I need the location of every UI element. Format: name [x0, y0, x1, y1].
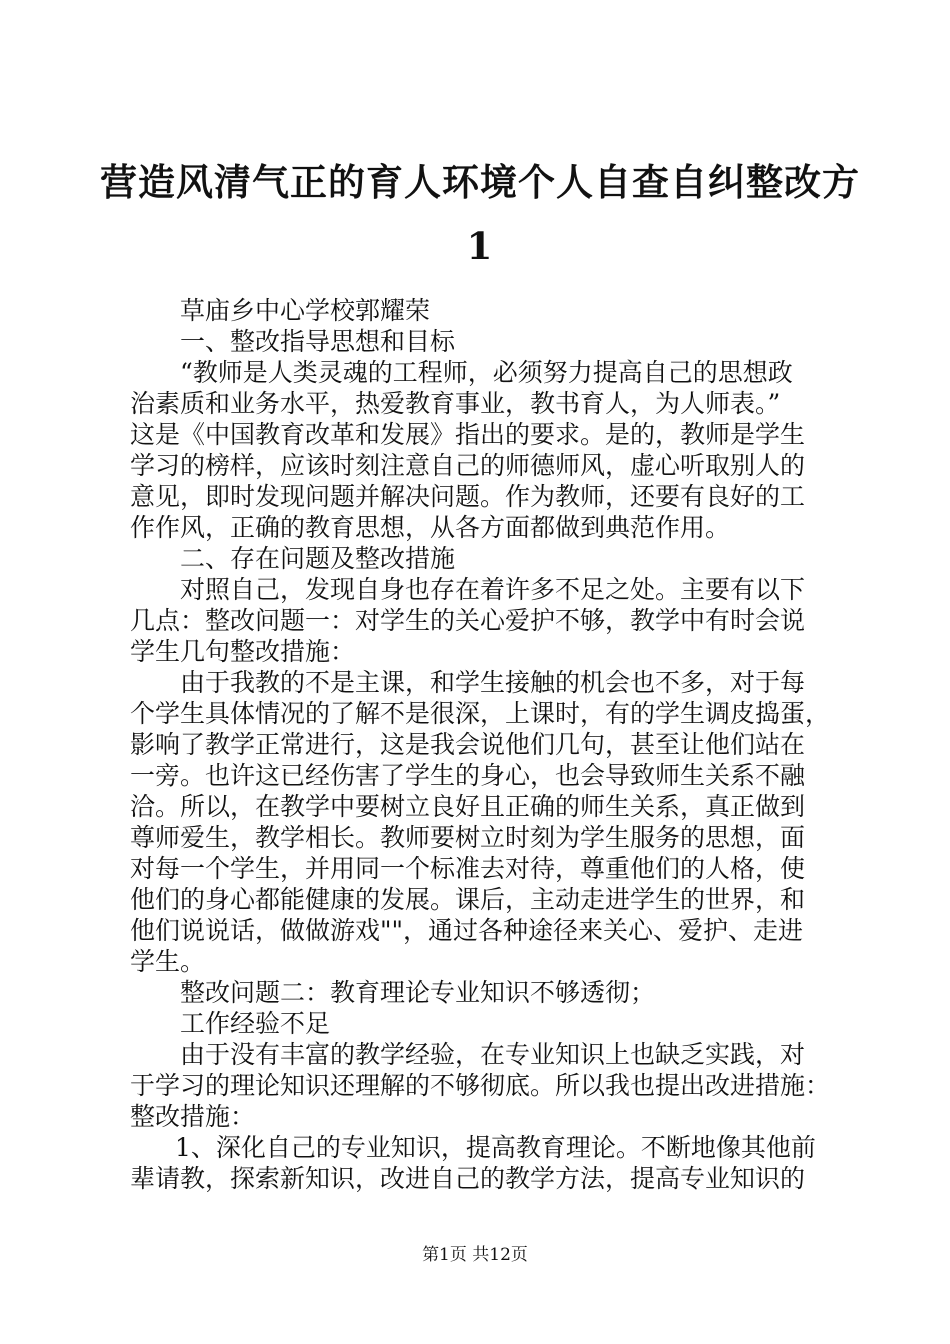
document-title-line1: 营造风清气正的育人环境个人自查自纠整改方 [100, 160, 860, 204]
paragraph-line: 个学生具体情况的了解不是很深，上课时，有的学生调皮捣蛋， [130, 699, 831, 728]
paragraph-line: 由于没有丰富的教学经验，在专业知识上也缺乏实践，对 [180, 1040, 806, 1069]
paragraph-line: 对每一个学生，并用同一个标准去对待，尊重他们的人格，使 [130, 854, 806, 883]
document-title-line2: 1 [466, 224, 494, 268]
paragraph-line: 于学习的理论知识还理解的不够彻底。所以我也提出改进措施： [130, 1071, 831, 1100]
paragraph-line: 1、深化自己的专业知识，提高教育理论。不断地像其他前 [175, 1133, 816, 1162]
paragraph-line: 一、整改指导思想和目标 [180, 327, 456, 356]
paragraph-line: 辈请教，探索新知识，改进自己的教学方法，提高专业知识的 [130, 1164, 806, 1193]
paragraph-line: 二、存在问题及整改措施 [180, 544, 456, 573]
paragraph-line: 由于我教的不是主课，和学生接触的机会也不多，对于每 [180, 668, 806, 697]
paragraph-line: 他们说说话，做做游戏""，通过各种途径来关心、爱护、走进 [130, 916, 804, 945]
paragraph-line: 洽。所以，在教学中要树立良好且正确的师生关系，真正做到 [130, 792, 806, 821]
paragraph-line: 影响了教学正常进行，这是我会说他们几句，甚至让他们站在 [130, 730, 806, 759]
paragraph-line: 几点：整改问题一：对学生的关心爱护不够，教学中有时会说 [130, 606, 806, 635]
paragraph-line: 整改措施： [130, 1102, 256, 1131]
paragraph-line: 一旁。也许这已经伤害了学生的身心，也会导致师生关系不融 [130, 761, 806, 790]
paragraph-line: 尊师爱生，教学相长。教师要树立时刻为学生服务的思想，面 [130, 823, 806, 852]
paragraph-line: 学生几句整改措施： [130, 637, 356, 666]
paragraph-line: 学生。 [130, 947, 206, 976]
paragraph-line: 他们的身心都能健康的发展。课后，主动走进学生的世界，和 [130, 885, 806, 914]
paragraph-line: 对照自己，发现自身也存在着许多不足之处。主要有以下 [180, 575, 806, 604]
paragraph-line: 整改问题二：教育理论专业知识不够透彻； [180, 978, 656, 1007]
document-body [130, 295, 835, 1194]
paragraph-line: 这是《中国教育改革和发展》指出的要求。是的，教师是学生 [130, 420, 806, 449]
paragraph-line: “教师是人类灵魂的工程师，必须努力提高自己的思想政 [180, 358, 793, 387]
paragraph-line: 工作经验不足 [180, 1009, 331, 1038]
paragraph-line: 意见，即时发现问题并解决问题。作为教师，还要有良好的工 [130, 482, 806, 511]
paragraph-line: 治素质和业务水平，热爱教育事业，教书育人，为人师表。” [130, 389, 781, 418]
paragraph-line: 学习的榜样，应该时刻注意自己的师德师风，虚心听取别人的 [130, 451, 806, 480]
paragraph-line: 草庙乡中心学校郭耀荣 [180, 296, 431, 325]
page-footer: 第1页 共12页 [422, 1245, 528, 1265]
paragraph-line: 作作风，正确的教育思想，从各方面都做到典范作用。 [130, 513, 731, 542]
